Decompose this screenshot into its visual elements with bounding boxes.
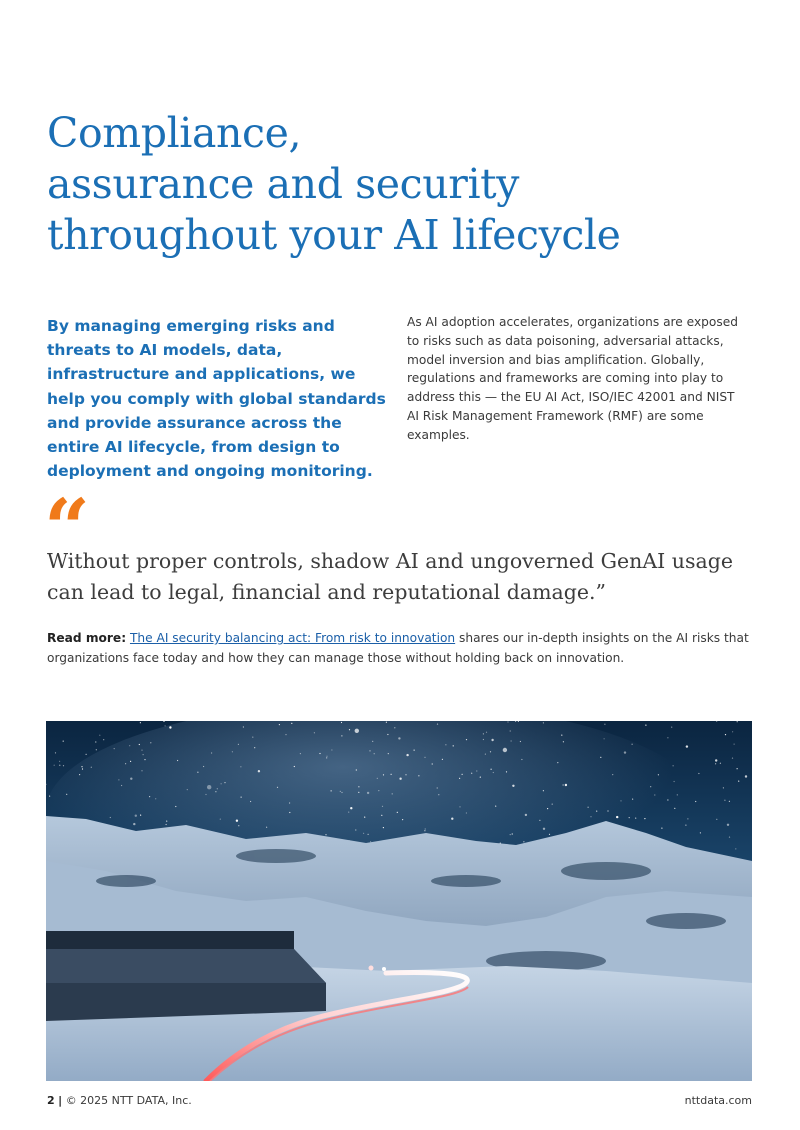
quote-mark-icon: “	[44, 481, 91, 575]
page-number: 2	[47, 1094, 55, 1107]
title-line-1: Compliance,	[47, 109, 302, 157]
title-line-2: assurance and security	[47, 160, 519, 208]
footer-site-link[interactable]: nttdata.com	[684, 1094, 752, 1107]
title-line-3: throughout your AI lifecycle	[47, 211, 621, 259]
lead-paragraph: By managing emerging risks and threats to AI models, data, infrastructure and applications, we help you comply with global standards and provide assurance across the entire AI lifecycle, from design to deployment and ongoing monitoring.	[47, 317, 386, 481]
footer-separator: |	[58, 1094, 63, 1107]
copyright-text: © 2025 NTT DATA, Inc.	[65, 1094, 192, 1107]
read-more-link[interactable]: The AI security balancing act: From risk to innovation	[129, 631, 456, 645]
footer-left	[47, 1094, 192, 1107]
read-more-label: Read more:	[47, 631, 127, 645]
body-paragraph: As AI adoption accelerates, organizations are exposed to risks such as data poisoning, adversarial attacks, model inversion and bias amplification. Globally, regulations and frameworks are coming into play to address this — the EU AI Act, ISO/IEC 42001 and NIST AI Risk Management Framework (RMF) are some examples.	[407, 315, 738, 442]
night-landscape-photo	[46, 721, 752, 1081]
read-more-text: shares our in-depth insights on the AI risks that organizations face today and how they can manage those without holding back on innovation.	[47, 631, 749, 665]
pull-quote: Without proper controls, shadow AI and ungoverned GenAI usage can lead to legal, financial and reputational damage.”	[47, 549, 733, 604]
read-more-paragraph	[47, 629, 752, 668]
page-title	[47, 108, 747, 261]
